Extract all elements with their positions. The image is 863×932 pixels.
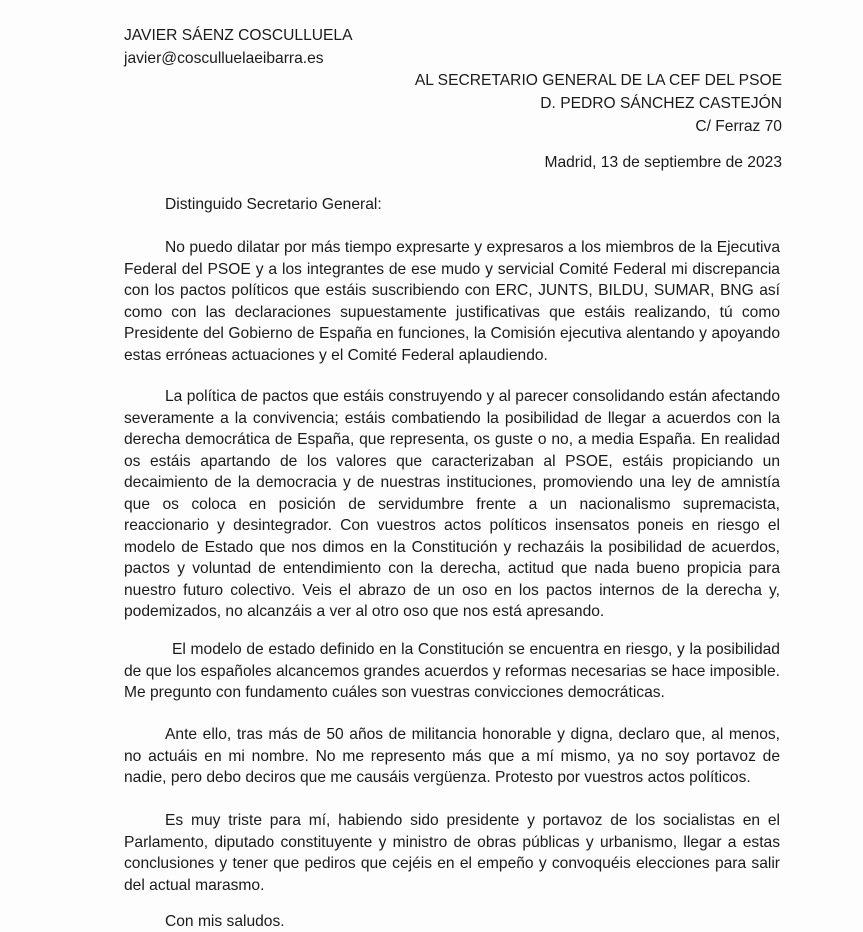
paragraph-text: No puedo dilatar por más tiempo expresarte y expresaros a los miembros de la Ejecutiva Federal del PSOE y a los integrantes de ese mudo y servicial Comité Federal mi discrepancia con los pactos políticos que estáis suscribiendo con ERC, JUNTS, BILDU, SUMAR, BNG así como con las declaraciones supuestamente justificativas que estáis realizando, tú como Presidente del Gobierno de España en funciones, la Comisión ejecutiva alentando y apoyando estas erróneas actuaciones y el Comité Federal aplaudiendo. [124,239,780,364]
paragraph-text: Es muy triste para mí, habiendo sido presidente y portavoz de los socialistas en el Parlamento, diputado constituyente y ministro de obras públicas y urbanismo, llegar a estas conclusiones y tener que pediros que cejéis en el empeño y convoquéis elecciones para salir del actual marasmo. [124,812,780,894]
paragraph-text: El modelo de estado definido en la Constitución se encuentra en riesgo, y la posibilidad de que los españoles alcancemos grandes acuerdos y reformas necesarias se hace imposible. Me pregunto con fundamento cuáles son vuestras convicciones democráticas. [124,641,780,701]
closing-line: Con mis saludos. [165,913,285,930]
sender-name: JAVIER SÁENZ COSCULLUELA [124,27,353,44]
recipient-title: AL SECRETARIO GENERAL DE LA CEF DEL PSOE [414,72,782,89]
paragraph-4 [124,724,780,789]
letter-date: Madrid, 13 de septiembre de 2023 [544,154,782,171]
paragraph-text: Ante ello, tras más de 50 años de militancia honorable y digna, declaro que, al menos, no actuáis en mi nombre. No me represento más que a mí mismo, ya no soy portavoz de nadie, pero debo deciros que me causáis vergüenza. Protesto por vuestros actos políticos. [124,726,780,786]
recipient-name: D. PEDRO SÁNCHEZ CASTEJÓN [540,95,782,112]
paragraph-2 [124,386,780,623]
recipient-block [415,69,782,138]
paragraph-5 [124,810,780,896]
paragraph-3 [124,639,780,704]
sender-email: javier@cosculluelaeibarra.es [124,50,324,67]
paragraph-1 [124,237,780,366]
recipient-address: C/ Ferraz 70 [695,118,782,135]
sender-block [124,24,353,70]
paragraph-text: La política de pactos que estáis construyendo y al parecer consolidando están afectando severamente a la convivencia; estáis combatiendo la posibilidad de llegar a acuerdos con la derecha democrática de España, que representa, os guste o no, a media España. En realidad os estáis apartando de los valores que caracterizaban al PSOE, estáis propiciando un decaimiento de la democracia y de nuestras instituciones, promoviendo una ley de amnistía que os coloca en posición de servidumbre frente a un nacionalismo supremacista, reaccionario y desintegrador. Con vuestros actos políticos insensatos poneis en riesgo el modelo de Estado que nos dimos en la Constitución y rechazáis la posibilidad de acuerdos, pactos y voluntad de entendimiento con la derecha, actitud que nada bueno propicia para nuestro futuro colectivo. Veis el abrazo de un oso en los pactos internos de la derecha y, podemizados, no alcanzáis a ver al otro oso que nos está apresando. [124,388,780,620]
salutation: Distinguido Secretario General: [165,196,382,213]
